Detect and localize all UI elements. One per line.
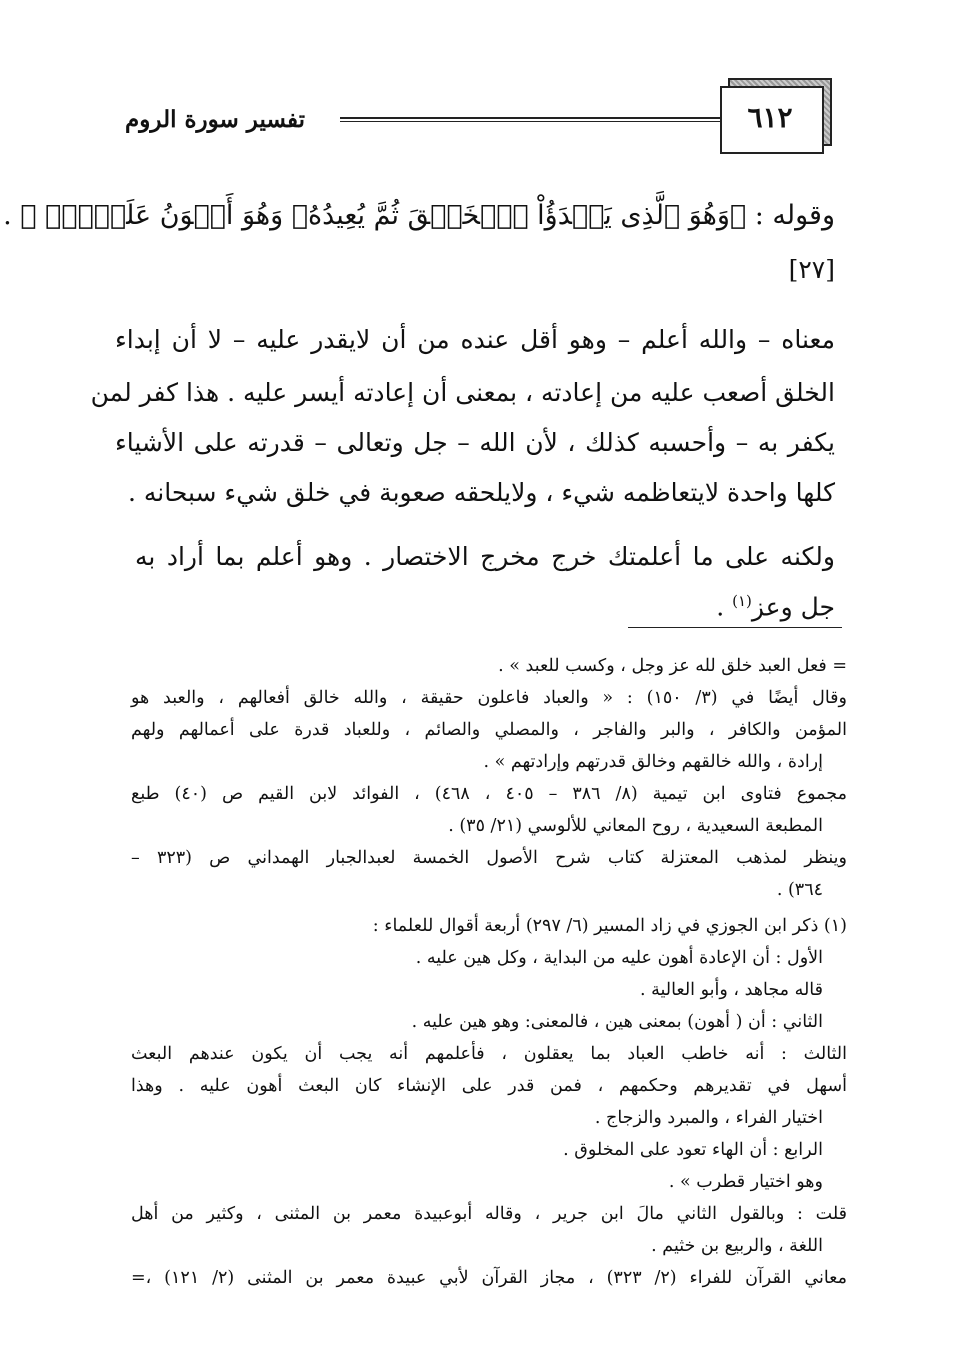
paragraph-1-line-4: كلها واحدة لايتعاظمه شيء ، ولايلحقه صعوبة في خلق شيء سبحانه . (127, 478, 835, 507)
paragraph-2-end: . (716, 592, 733, 622)
footnote-continuation-line-3: المؤمن والكافر ، والبر والفاجر ، والمصلي والصائم ، وللعباد قدرة على أعمالهم ولهم (131, 720, 847, 740)
footnote-continuation-line-6: المطبعة السعيدية ، روح المعاني للألوسي (٢١/ ٣٥) . (448, 816, 823, 836)
footnote-continuation-line-7: وينظر لمذهب المعتزلة كتاب شرح الأصول الخمسة لعبدالجبار الهمداني ص (٣٢٣ – (131, 848, 847, 868)
running-title: تفسير سورة الروم (125, 106, 305, 133)
paragraph-2-line-2 (716, 592, 835, 621)
paragraph-1-line-2: الخلق أصعب عليه من إعادته ، بمعنى أن إعادته أيسر عليه . هذا كفر لمن (90, 378, 835, 407)
footnote-1-line-3: قاله مجاهد ، وأبو العالية . (639, 980, 823, 1000)
footnote-continuation-line-1: = فعل العبد خلق لله عز وجل ، وكسب للعبد » . (498, 656, 847, 676)
footnote-1-line-7: اختيار الفراء ، والمبرد والزجاج . (594, 1108, 823, 1128)
paragraph-2-line-1: ولكنه على ما أعلمتك خرج مخرج الاختصار . وهو أعلم بما أراد به (135, 542, 835, 571)
footnote-1-line-8: الرابع : أن الهاء تعود على المخلوق . (563, 1140, 823, 1160)
paragraph-2-text: جل وعز (751, 592, 835, 622)
paragraph-1-line-1: معناه – والله أعلم – وهو أقل عنده من أن لايقدر عليه – لا أن إبداء (115, 325, 835, 354)
footnote-1-line-2: الأول : أن الإعادة أهون عليه من البداية ، وكل هين عليه . (415, 948, 823, 968)
footnote-continuation-line-4: إرادة ، والله خالقهم وخالق قدرتهم وإرادتهم » . (483, 752, 823, 772)
header-rule (340, 117, 720, 119)
footnote-1-line-5: الثالث : أنه خاطب العباد بما يعقلون ، فأعلمهم أنه يجب أن يكون عندهم البعث (131, 1044, 847, 1064)
verse-line: وقوله : ﴿وَهُوَ ٱلَّذِى يَبۡدَؤُاْ ٱلۡخَلۡقَ ثُمَّ يُعِيدُهُۥ وَهُوَ أَهۡوَنُ عَلَيۡهِۚ ﴾ . (3, 200, 835, 231)
footnote-continuation-line-5: مجموع فتاوى ابن تيمية (٨/ ٣٨٦ – ٤٠٥ ، ٤٦٨) ، الفوائد لابن القيم ص (٤٠) طبع (131, 784, 847, 804)
footnote-1-line-1: (١) ذكر ابن الجوزي في زاد المسير (٦/ ٢٩٧) أربعة أقوال للعلماء : (372, 916, 847, 936)
footnote-1-line-10: قلت : وبالقول الثاني مالَ ابن جرير ، وقاله أبوعبيدة معمر بن المثنى ، وكثير من أهل (131, 1204, 847, 1224)
footnote-1-line-6: أسهل في تقديرهم وحكمهم ، فمن قدر على الإنشاء كان البعث أهون عليه . وهذا (131, 1076, 847, 1096)
footnote-continuation-line-8: ٣٦٤) . (776, 880, 823, 900)
footnote-separator (628, 627, 842, 628)
footnote-1-line-4: الثاني : أن ( أهون) بمعنى هين ، فالمعنى: وهو هين عليه . (411, 1012, 823, 1032)
paragraph-1-line-3: يكفر به – وأحسبه كذلك ، لأن الله – جل وتعالى – قدرته على الأشياء (115, 428, 835, 457)
page-number: ٦١٢ (747, 101, 793, 134)
verse-reference: [٢٧] (788, 255, 835, 284)
footnote-marker: (١) (732, 592, 752, 610)
footnote-1-line-11: اللغة ، والربيع بن خثيم . (651, 1236, 823, 1256)
header-rule-thin (340, 121, 720, 122)
footnote-1-line-9: وهو اختيار قطرب » . (668, 1172, 823, 1192)
footnote-1-line-12: معاني القرآن للفراء (٢/ ٣٢٣) ، مجاز القرآن لأبي عبيدة معمر بن المثنى (٢/ ١٢١) ،= (131, 1268, 847, 1288)
footnote-continuation-line-2: وقال أيضًا في (٣/ ١٥٠) : « والعباد فاعلون حقيقة ، والله خالق أفعالهم ، والعبد هو (131, 688, 847, 708)
